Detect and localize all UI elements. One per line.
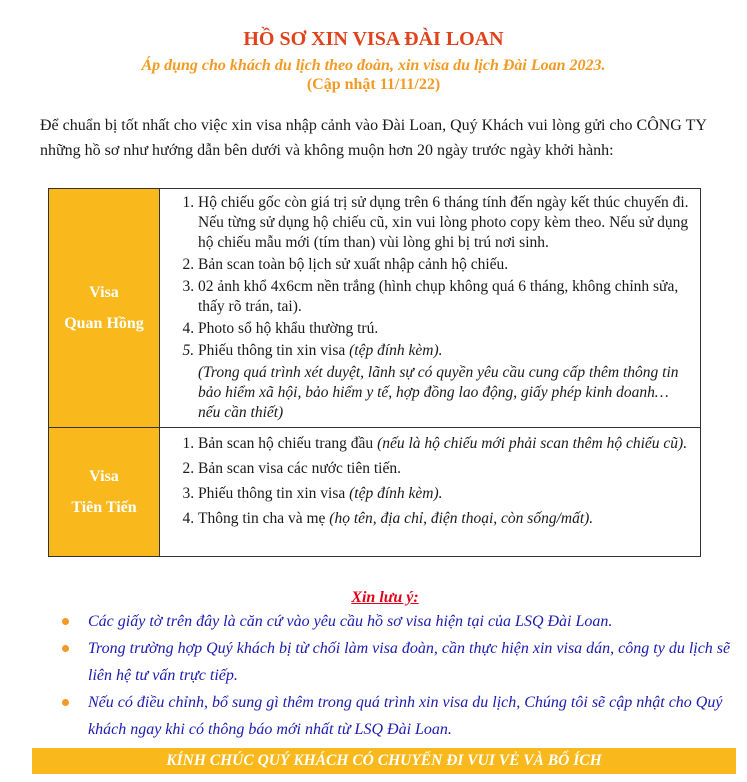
page-title: HỒ SƠ XIN VISA ĐÀI LOAN: [243, 28, 504, 50]
list-item: [198, 434, 692, 454]
intro-paragraph: Để chuẩn bị tốt nhất cho việc xin visa nhập cảnh vào Đài Loan, Quý Khách vui lòng gửi cho CÔNG TY những hồ sơ như hướng dẫn bên dưới và không muộn hơn 20 ngày trước ngày khởi hành:: [40, 117, 707, 159]
bullet-icon: [62, 618, 69, 625]
category-label: Tiên Tiến: [71, 499, 137, 516]
notice-text: Nếu có điều chỉnh, bổ sung gì thêm trong quá trình xin visa du lịch, Chúng tôi sẽ cập nhật cho Quý khách ngay khi có thông báo mới nhất từ LSQ Đài Loan.: [88, 694, 723, 738]
category-label: Visa: [89, 284, 119, 301]
bullet-icon: [62, 645, 69, 652]
list-item: [198, 484, 692, 504]
consulate-note: (Trong quá trình xét duyệt, lãnh sự có quyền yêu cầu cung cấp thêm thông tin bảo hiểm xã hội, bảo hiểm y tế, hợp đồng lao động, giấy phép kinh doanh… nếu cần thiết): [198, 364, 679, 421]
notice-text: Các giấy tờ trên đây là căn cứ vào yêu cầu hồ sơ visa hiện tại của LSQ Đài Loan.: [88, 613, 613, 630]
list-item: [198, 459, 692, 479]
item-note: (tệp đính kèm).: [349, 485, 443, 502]
footer-banner: KÍNH CHÚC QUÝ KHÁCH CÓ CHUYẾN ĐI VUI VẺ VÀ BỔ ÍCH: [32, 748, 736, 774]
item-text: Bản scan toàn bộ lịch sử xuất nhập cảnh hộ chiếu.: [198, 256, 509, 273]
update-date: (Cập nhật 11/11/22): [306, 76, 441, 93]
list-item: [198, 277, 692, 317]
item-note: (họ tên, địa chỉ, điện thoại, còn sống/mất).: [329, 510, 594, 527]
category-cell-tien-tien: [49, 428, 160, 557]
notice-text: Trong trường hợp Quý khách bị từ chối làm visa đoàn, cần thực hiện xin visa dán, công ty du lịch sẽ liên hệ tư vấn trực tiếp.: [88, 640, 731, 684]
notice-title: Xin lưu ý:: [351, 589, 419, 606]
requirements-table: [48, 188, 701, 557]
category-cell-quan-hong: [49, 189, 160, 428]
category-label: Quan Hồng: [64, 315, 144, 332]
list-item: [198, 509, 692, 529]
notice-list: [58, 608, 738, 743]
requirements-cell-tien-tien: [160, 428, 701, 557]
notice-item: [58, 635, 738, 689]
list-item: [198, 255, 692, 275]
list-item: [198, 341, 692, 361]
table-row-tien-tien: [49, 428, 701, 557]
list-item: [198, 193, 692, 253]
requirements-cell-quan-hong: [160, 189, 701, 428]
item-note: (nếu là hộ chiếu mới phải scan thêm hộ chiếu cũ).: [377, 435, 688, 452]
bullet-icon: [62, 699, 69, 706]
item-text: Phiếu thông tin xin visa: [198, 342, 350, 359]
item-text: Bản scan visa các nước tiên tiến.: [198, 460, 401, 477]
notice-item: [58, 608, 738, 635]
item-note: (tệp đính kèm).: [349, 342, 443, 359]
requirements-list: [170, 193, 692, 361]
category-label: Visa: [89, 468, 119, 485]
item-text: Photo sổ hộ khẩu thường trú.: [198, 320, 379, 337]
list-item: [198, 319, 692, 339]
item-text: Phiếu thông tin xin visa: [198, 485, 350, 502]
item-text: 02 ảnh khổ 4x6cm nền trắng (hình chụp không quá 6 tháng, không chỉnh sửa, thấy rõ trán, tai).: [198, 278, 679, 315]
table-row-quan-hong: [49, 189, 701, 428]
page-subtitle: Áp dụng cho khách du lịch theo đoàn, xin visa du lịch Đài Loan 2023.: [141, 57, 606, 74]
requirements-list: [170, 434, 692, 529]
notice-item: [58, 689, 738, 743]
item-text: Thông tin cha và mẹ: [198, 510, 330, 527]
item-text: Hộ chiếu gốc còn giá trị sử dụng trên 6 tháng tính đến ngày kết thúc chuyến đi. Nếu từng sử dụng hộ chiếu cũ, xin vui lòng photo copy kèm theo. Nếu sử dụng hộ chiếu mẫu mới (tím than) vùi lòng ghi bị trú nơi sinh.: [198, 194, 689, 251]
item-text: Bản scan hộ chiếu trang đầu: [198, 435, 378, 452]
